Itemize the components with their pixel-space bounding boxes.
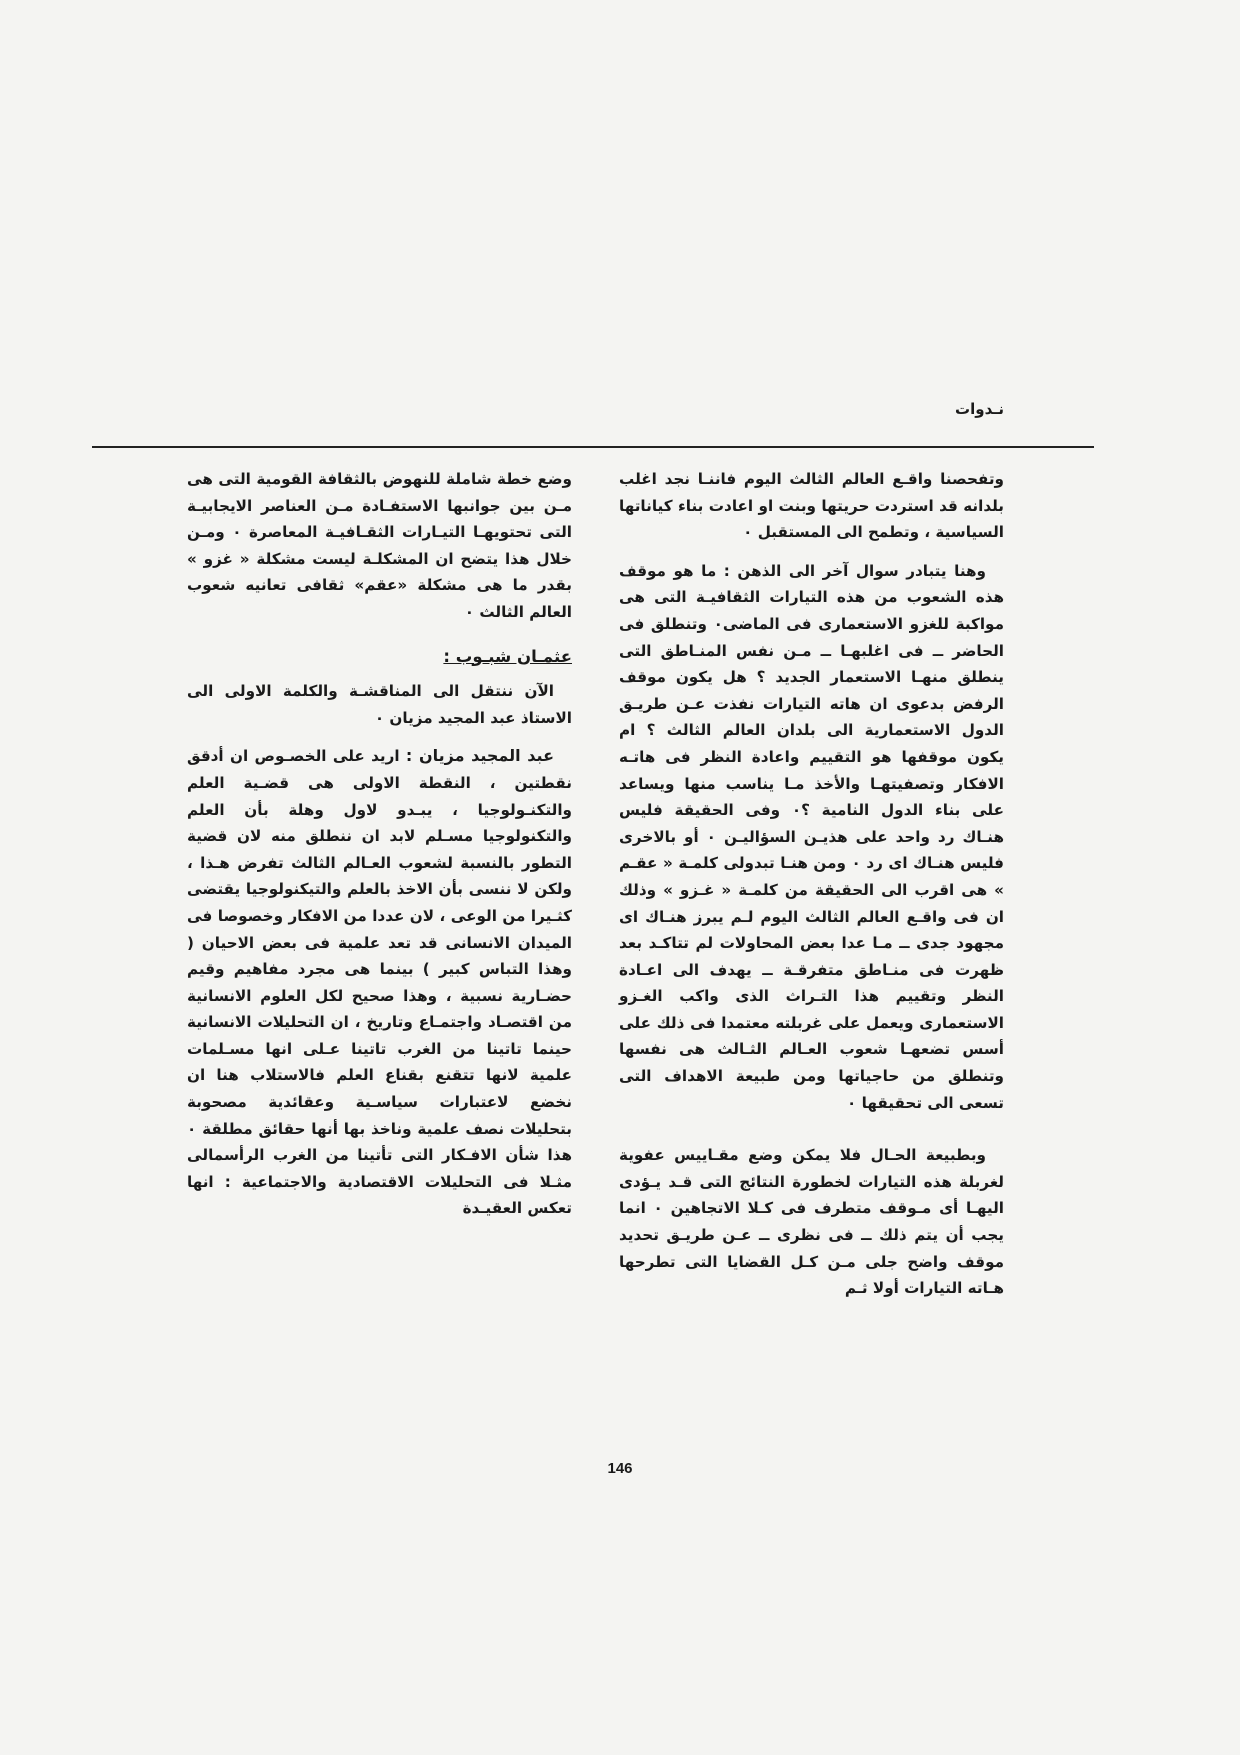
running-header: نـدوات: [955, 400, 1004, 418]
paragraph: وهنا يتبادر سوال آخر الى الذهن : ما هو موقف هذه الشعوب من هذه التيارات الثقافيـة التى هى مواكبة للغزو الاستعمارى فى الماضى٠ وتنطلق فى الحاضر ــ فى اغلبهـا ــ مـن نفس المنـاطق التى ينطلق منهـا الاستعمار الجديد ؟ هل يكون موقف الرفض بدعوى ان هاته التيارات نفذت عـن طريـق الدول الاستعمارية الى بلدان العالم الثالث ؟ ام يكون موقفها هو التقييم واعادة النظر فى هاتـه الافكار وتصفيتهـا والأخذ مـا يناسب منها ويساعد على بناء الدول النامية ؟٠ وفى الحقيقة فليس هنـاك رد واحد على هذيـن السؤاليـن ٠ أو بالاخرى فليس هنـاك اى رد ٠ ومن هنـا تبدولى كلمـة « عقـم » هى اقرب الى الحقيقة من كلمـة « غـزو » وذلك ان فى واقـع العالم الثالث اليوم لـم يبرز هنـاك اى مجهود جدى ــ مـا عدا بعض المحاولات لم تتاكـد بعد ظهرت فى منـاطق متفرقـة ــ يهدف الى اعـادة النظر وتقييم هذا التـراث الذى واكب الغـزو الاستعمارى ويعمل على غربلته معتمدا فى ذلك على أسس تضعهـا شعوب العـالم الثـالث هى نفسها وتنطلق من حاجياتها ومن طبيعة الاهداف التى تسعى الى تحقيقها ٠: [619, 561, 1005, 1112]
paragraph: الآن ننتقل الى المناقشـة والكلمة الاولى الى الاستاذ عبد المجيد مزيان ٠: [187, 682, 572, 727]
header-rule: [92, 446, 1094, 448]
text-column-left: [187, 466, 572, 1234]
page-number: 146: [607, 1460, 633, 1477]
paragraph-text: اريد على الخصـوص ان أدقق نقطتين ، النقطة الاولى هى قضـية العلم والتكنـولوجيا ، يبـدو لاول وهلة بأن العلم والتكنولوجيا مسـلم لابد ان ننطلق منه لان قضية التطور بالنسبة لشعوب العـالم الثالث تفرض هـذا ، ولكن لا ننسى بأن الاخذ بالعلم والتيكنولوجيا يقتضى كثـيرا من الوعى ، لان عددا من الافكار وخصوصا فى الميدان الانسانى قد تعد علمية فى بعض الاحيان ( وهذا التباس كبير ) بينما هى مجرد مفاهيم وقيم حضـارية نسبية ، وهذا صحيح لكل العلوم الانسانية من اقتصـاد واجتمـاع وتاريخ ، ان التحليلات الانسانية حينما تاتينا من الغرب تاتينا عـلى انها مسـلمات علمية لانها تتقنع بقناع العلم فالاستلاب هنا ان نخضع لاعتبارات سياسـية وعقائدية مصحوبة بتحليلات نصف علمية وناخذ بها أنها حقائق مطلقة ٠ هذا شأن الافـكار التى تأتينا من الغرب الرأسمالى مثـلا فى التحليلات الاقتصادية والاجتماعية : انها تعكس العقيـدة: [187, 747, 572, 1218]
speaker-label: عثمـان شبـوب :: [443, 646, 572, 666]
text-column-right: [619, 466, 1004, 1314]
speaker-label-inline: عبد المجيد مزيان :: [405, 746, 554, 766]
paragraph: وضع خطة شاملة للنهوض بالثقافة القومية التى هى مـن بين جوانبها الاستفـادة مـن العناصر الايجابيـة التى تحتويهـا التيـارات الثقـافيـة المعاصرة ٠ ومـن خلال هذا يتضح ان المشكلـة ليست مشكلة « غزو » بقدر ما هى مشكلة «عقم» ثقافى تعانيه شعوب العالم الثالث ٠: [187, 470, 572, 621]
speaker-paragraph: [187, 743, 572, 1222]
paragraph: وتفحصنا واقـع العالم الثالث اليوم فاننـا نجد اغلب بلدانه قد استردت حريتها وبنت او اعادت بناء كياناتها السياسية ، وتطمح الى المستقبل ٠: [619, 470, 1004, 542]
paragraph: وبطبيعة الحـال فلا يمكن وضع مقـاييس عفوية لغربلة هذه التيارات لخطورة النتائج التى قـد يـؤدى اليهـا أى مـوقف متطرف فى كـلا الاتجاهين ٠ انما يجب أن يتم ذلك ــ فى نظرى ــ عـن طريـق تحديد موقف واضح جلى مـن كـل القضايا التى تطرحها هـاته التيارات أولا ثـم: [619, 1146, 1004, 1298]
paragraph-gap: [619, 1128, 1004, 1142]
